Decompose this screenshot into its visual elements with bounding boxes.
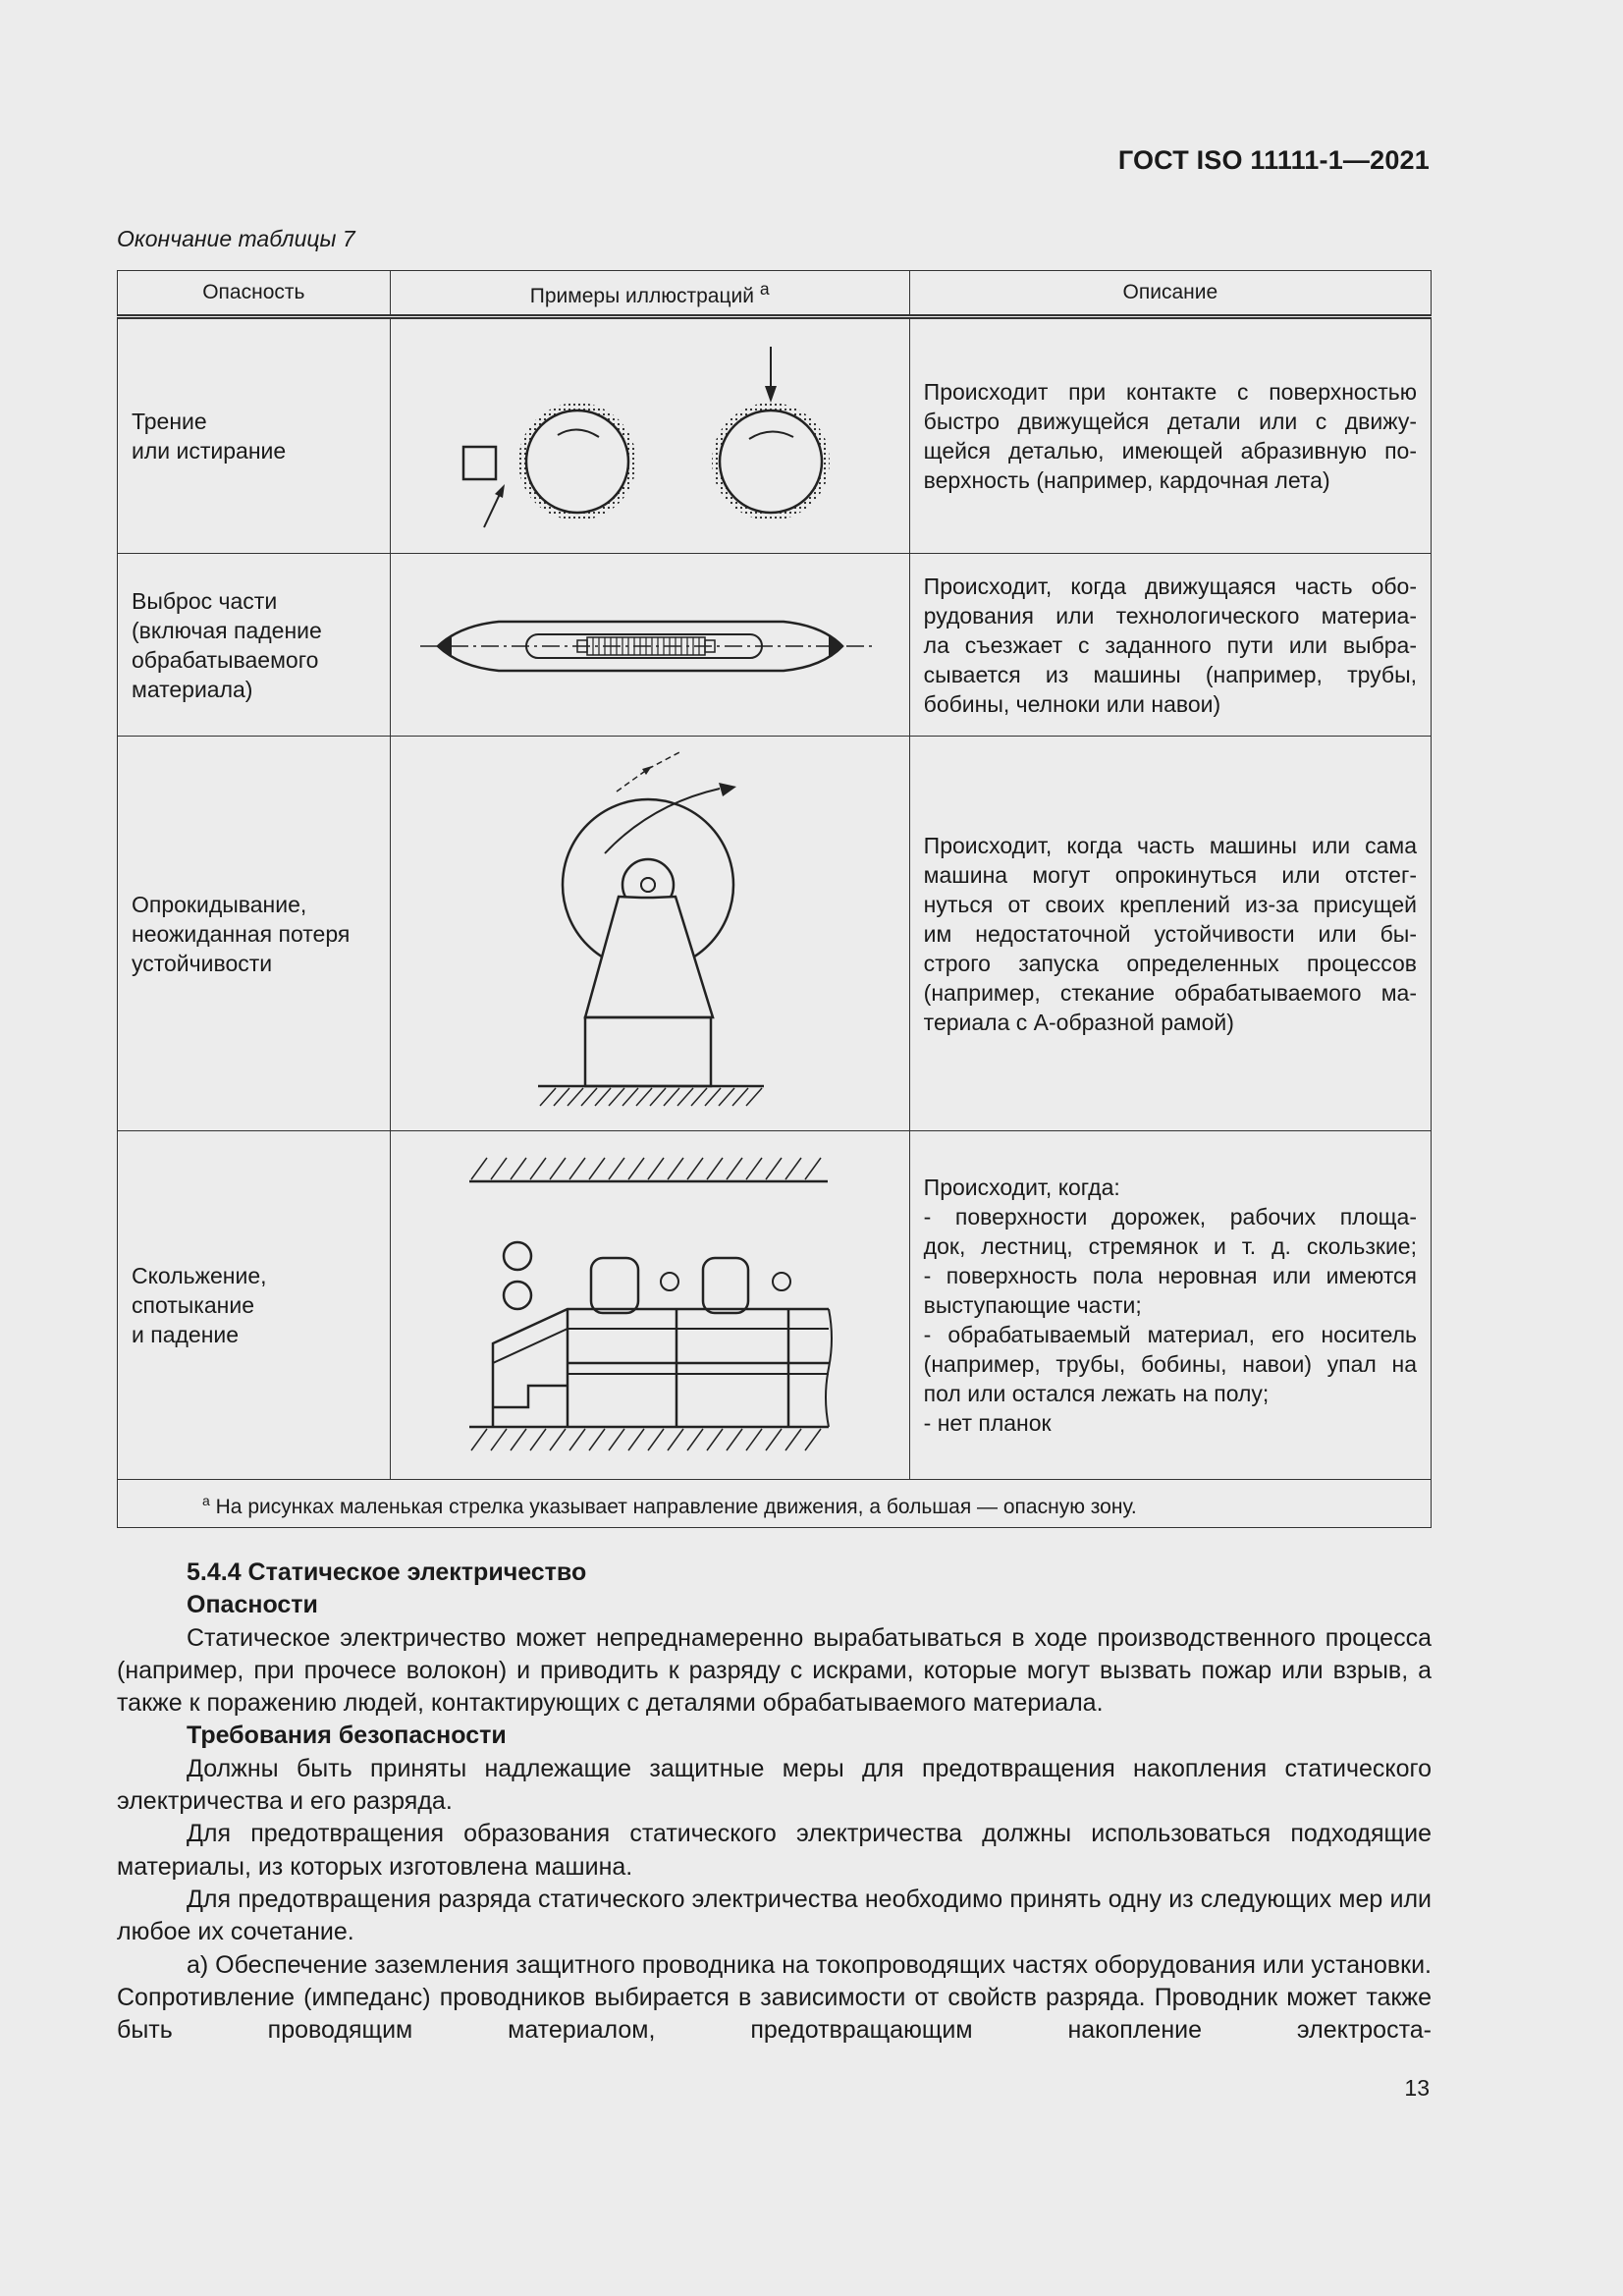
hazard-cell: Скольжение, спотыкание и падение (118, 1131, 391, 1480)
footnote-mark: a (759, 279, 770, 299)
hazard-cell: Опрокидывание, неожиданная потеря устойчивости (118, 737, 391, 1131)
hazards-table (117, 270, 1432, 1528)
column-header-hazard: Опасность (118, 271, 391, 317)
table-row (118, 554, 1432, 737)
hazard-cell: Выброс части (включая падение обрабатываемого материала) (118, 554, 391, 737)
column-header-description: Описание (909, 271, 1431, 317)
paragraph: а) Обеспечение заземления защитного проводника на токопроводящих частях оборудования или установки. Сопротивление (импеданс) проводников выбирается в зависимости от свойств разряда. Проводник может также быть проводящим материалом, предотвращающим накопление электроста- (117, 1950, 1432, 2045)
table-caption: Окончание таблицы 7 (117, 226, 355, 251)
table-footnote: $^a$ На рисунках маленькая стрелка указывает направление движения, а большая — опасную зону. (118, 1480, 1432, 1528)
page-number: 13 (1404, 2075, 1430, 2101)
description-cell: Происходит, когда часть машины или сама машина могут опрокинуться или отстег- нуться от своих креплений из-за присущей им недостаточной устойчивости или бы- строго запуска определенных процессов (например, стекание обрабатываемого ма- териала с А-образной рамой) (909, 737, 1431, 1131)
table-row (118, 737, 1432, 1131)
table-row (118, 1131, 1432, 1480)
hazards-heading: Опасности (187, 1591, 318, 1619)
paragraph: Для предотвращения образования статического электричества должны использоваться подходящие материалы, из которых изготовлена машина. (117, 1820, 1432, 1881)
table-header-row (118, 271, 1432, 317)
paragraph: Должны быть приняты надлежащие защитные меры для предотвращения накопления статического электричества и его разряда. (117, 1754, 1432, 1816)
slip-trip-fall-illustration (390, 1131, 909, 1480)
table-row (118, 317, 1432, 554)
ejected-part-illustration (390, 554, 909, 737)
table-footnote-row (118, 1480, 1432, 1528)
footnote-mark: a (202, 1492, 210, 1508)
paragraph: Для предотвращения разряда статического электричества необходимо принять одну из следующих мер или любое их сочетание. (117, 1885, 1432, 1946)
standard-code: ГОСТ ISO 11111-1—2021 (1117, 145, 1430, 175)
hazard-cell: Трение или истирание (118, 317, 391, 554)
paragraph: Статическое электричество может непреднамеренно вырабатываться в ходе производственного процесса (например, при прочесе волокон) и приводить к разряду с искрами, которые могут вызвать пожар или взрыв, а также к поражению людей, контактирующих с деталями обрабатываемого материала. (117, 1623, 1432, 1718)
friction-abrasion-illustration (390, 317, 909, 554)
column-header-illustrations: Примеры иллюстраций $^a$ (390, 271, 909, 317)
description-cell: Происходит, когда движущаяся часть обо- рудования или технологического материа- ла съезжает с заданного пути или выбра- сывается из машины (например, трубы, бобины, челноки или навои) (909, 554, 1431, 737)
requirements-heading: Требования безопасности (187, 1722, 507, 1750)
description-cell: Происходит при контакте с поверхностью быстро движущейся детали или с движу- щейся деталью, имеющей абразивную по- верхность (например, кардочная лета) (909, 317, 1431, 554)
section-body (117, 1557, 1432, 2047)
description-cell: Происходит, когда: - поверхности дорожек, рабочих площа- док, лестниц, стремянок и т. д. скользкие; - поверхность пола неровная или имеются выступающие части; - обрабатываемый материал, его носитель (например, трубы, бобины, навои) упал на пол или остался лежать на полу; - нет планок (909, 1131, 1431, 1480)
section-heading: 5.4.4 Статическое электричество (187, 1558, 587, 1586)
overturning-illustration (390, 737, 909, 1131)
